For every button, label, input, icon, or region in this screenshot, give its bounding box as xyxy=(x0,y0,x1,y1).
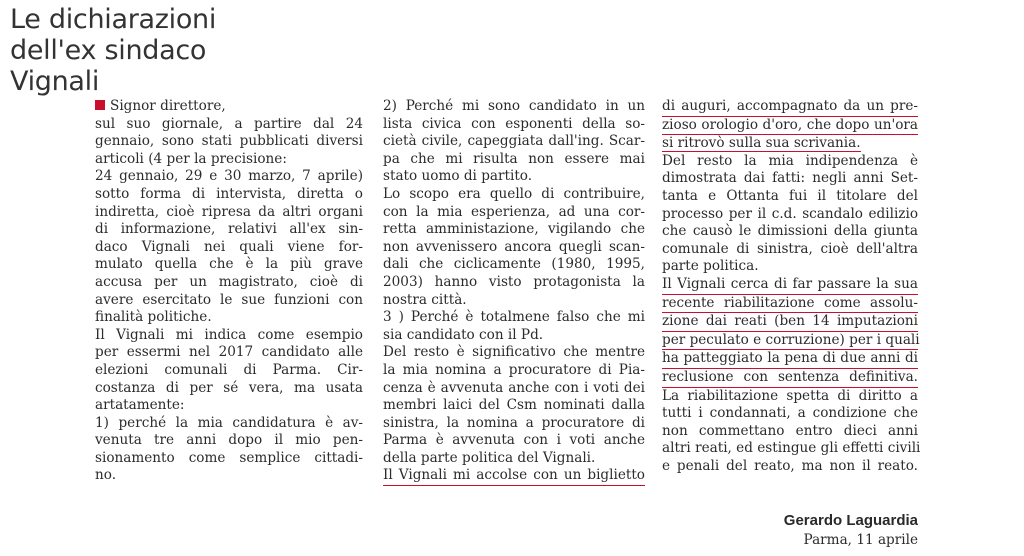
text-line: mulato quella che è la più grave xyxy=(95,256,363,273)
text-line: 2) Perché mi sono candidato in un xyxy=(383,98,645,114)
text-line: retta amministazione, vigilando che xyxy=(383,221,645,238)
text-line: e penali del reato, ma non il reato. xyxy=(662,457,918,474)
text-line: cietà civile, capeggiata dall'ing. Scar- xyxy=(383,133,645,150)
text-line: non commettano entro dieci anni xyxy=(662,422,918,439)
text-line: Parma è avvenuta con i voti anche xyxy=(383,432,645,449)
text-line: Del resto la mia indipendenza è xyxy=(662,152,918,169)
text-line: parte politica. xyxy=(662,258,759,275)
text-line: pa che mi risulta non essere mai xyxy=(383,150,645,167)
text-line: che causò le dimissioni della giunta xyxy=(662,223,918,240)
text-line: 2003) hanno visto protagonista la xyxy=(383,273,645,290)
highlighted-text-line: di auguri, accompagnato da un pre- xyxy=(662,98,918,117)
text-line: venuta tre anni dopo il mio pen- xyxy=(95,432,363,449)
text-line: sotto forma di intervista, diretta o xyxy=(95,185,363,202)
text-line: tanta e Ottanta fui il titolare del xyxy=(662,187,918,204)
author-name: Gerardo Laguardia xyxy=(783,512,918,529)
text-line: accusa per un magistrato, cioè di xyxy=(95,273,363,290)
headline-line-3: Vignali xyxy=(10,66,100,97)
highlighted-text-line: recente riabilitazione come assolu- xyxy=(662,295,918,314)
text-line: 3 ) Perché è totalmene falso che mi xyxy=(383,309,645,326)
text-line: articoli (4 per la precisione: xyxy=(95,150,287,167)
headline-line-2: dell'ex sindaco xyxy=(10,35,207,66)
text-line: costanza di per sé vera, ma usata xyxy=(95,379,363,396)
article-column-2 xyxy=(383,98,645,486)
text-line: La riabilitazione spetta di diritto a xyxy=(662,387,918,404)
text-line: dimostrata dai fatti: negli anni Set- xyxy=(662,170,918,187)
text-line: processo per il c.d. scandalo edilizio xyxy=(662,205,918,222)
text-line: non avvenissero ancora quegli scan- xyxy=(383,238,645,255)
text-line: tutti i condannati, a condizione che xyxy=(662,405,918,422)
text-line: stato uomo di partito. xyxy=(383,168,533,185)
text-line: Lo scopo era quello di contribuire, xyxy=(383,185,645,202)
text-line: membri laici del Csm nominati dalla xyxy=(383,397,645,414)
highlighted-text-line: ha patteggiato la pena di due anni di xyxy=(662,350,918,369)
text-line: dali che ciclicamente (1980, 1995, xyxy=(383,256,645,273)
text-line: con la mia esperienza, ad una cor- xyxy=(383,203,645,220)
text-line: della parte politica del Vignali. xyxy=(383,449,596,466)
text-line: gennaio, sono stati pubblicati diversi xyxy=(95,133,363,150)
text-line: sul suo giornale, a partire dal 24 xyxy=(95,115,363,132)
red-square-bullet-icon xyxy=(95,100,105,110)
headline xyxy=(10,4,216,97)
text-line: altri reati, ed estingue gli effetti civili xyxy=(662,440,921,457)
text-line: finalità politiche. xyxy=(95,309,212,326)
text-line: artatamente: xyxy=(95,397,185,414)
text-line: lista civica con esponenti della so- xyxy=(383,115,645,132)
text-line: la mia nomina a procuratore di Pia- xyxy=(383,361,645,378)
highlighted-text: si ritrovò sulla sua scrivania. xyxy=(662,135,861,152)
text-line: di informazione, relativi all'ex sin- xyxy=(95,221,363,238)
text-line: Il Vignali mi indica come esempio xyxy=(95,326,363,343)
text-line: per essermi nel 2017 candidato alle xyxy=(95,344,363,361)
text-line: elezioni comunali di Parma. Cir- xyxy=(95,361,363,378)
text-line xyxy=(95,98,363,116)
text-line: sia candidato con il Pd. xyxy=(383,326,544,343)
highlighted-text-line: reclusione con sentenza definitiva. xyxy=(662,369,918,388)
text-line: no. xyxy=(95,467,117,484)
text-line: Del resto è significativo che mentre xyxy=(383,344,645,361)
headline-line-1: Le dichiarazioni xyxy=(10,4,217,35)
text-line: comunale di sinistra, cioè dell'altra xyxy=(662,240,918,257)
highlighted-text-line: zione dai reati (ben 14 imputazioni xyxy=(662,313,918,332)
highlighted-text-line: Il Vignali cerca di far passare la sua xyxy=(662,276,918,295)
text-line: sionamento come semplice cittadi- xyxy=(95,449,363,466)
text-line: indiretta, cioè ripresa da altri organi xyxy=(95,203,363,220)
signature-block xyxy=(662,511,918,549)
text-line: avere esercitato le sue funzioni con xyxy=(95,291,363,308)
highlighted-text-line: per peculato e corruzione) per i quali xyxy=(662,332,918,351)
article-column-1 xyxy=(95,98,363,485)
place-date: Parma, 11 aprile xyxy=(803,532,918,548)
highlighted-text-line: Il Vignali mi accolse con un biglietto xyxy=(383,467,645,486)
text-line: cenza è avvenuta anche con i voti dei xyxy=(383,379,645,396)
highlighted-text-line: zioso orologio d'oro, che dopo un'ora xyxy=(662,117,918,136)
salutation: Signor direttore, xyxy=(110,98,226,114)
text-line: 24 gennaio, 29 e 30 marzo, 7 aprile) xyxy=(95,168,363,185)
text-line: nostra città. xyxy=(383,291,467,308)
text-line: sinistra, la nomina a procuratore di xyxy=(383,414,645,431)
text-line: 1) perché la mia candidatura è av- xyxy=(95,414,363,431)
article-column-3 xyxy=(662,98,921,475)
text-line: daco Vignali nei quali viene for- xyxy=(95,238,363,255)
highlighted-text-line xyxy=(662,135,918,153)
